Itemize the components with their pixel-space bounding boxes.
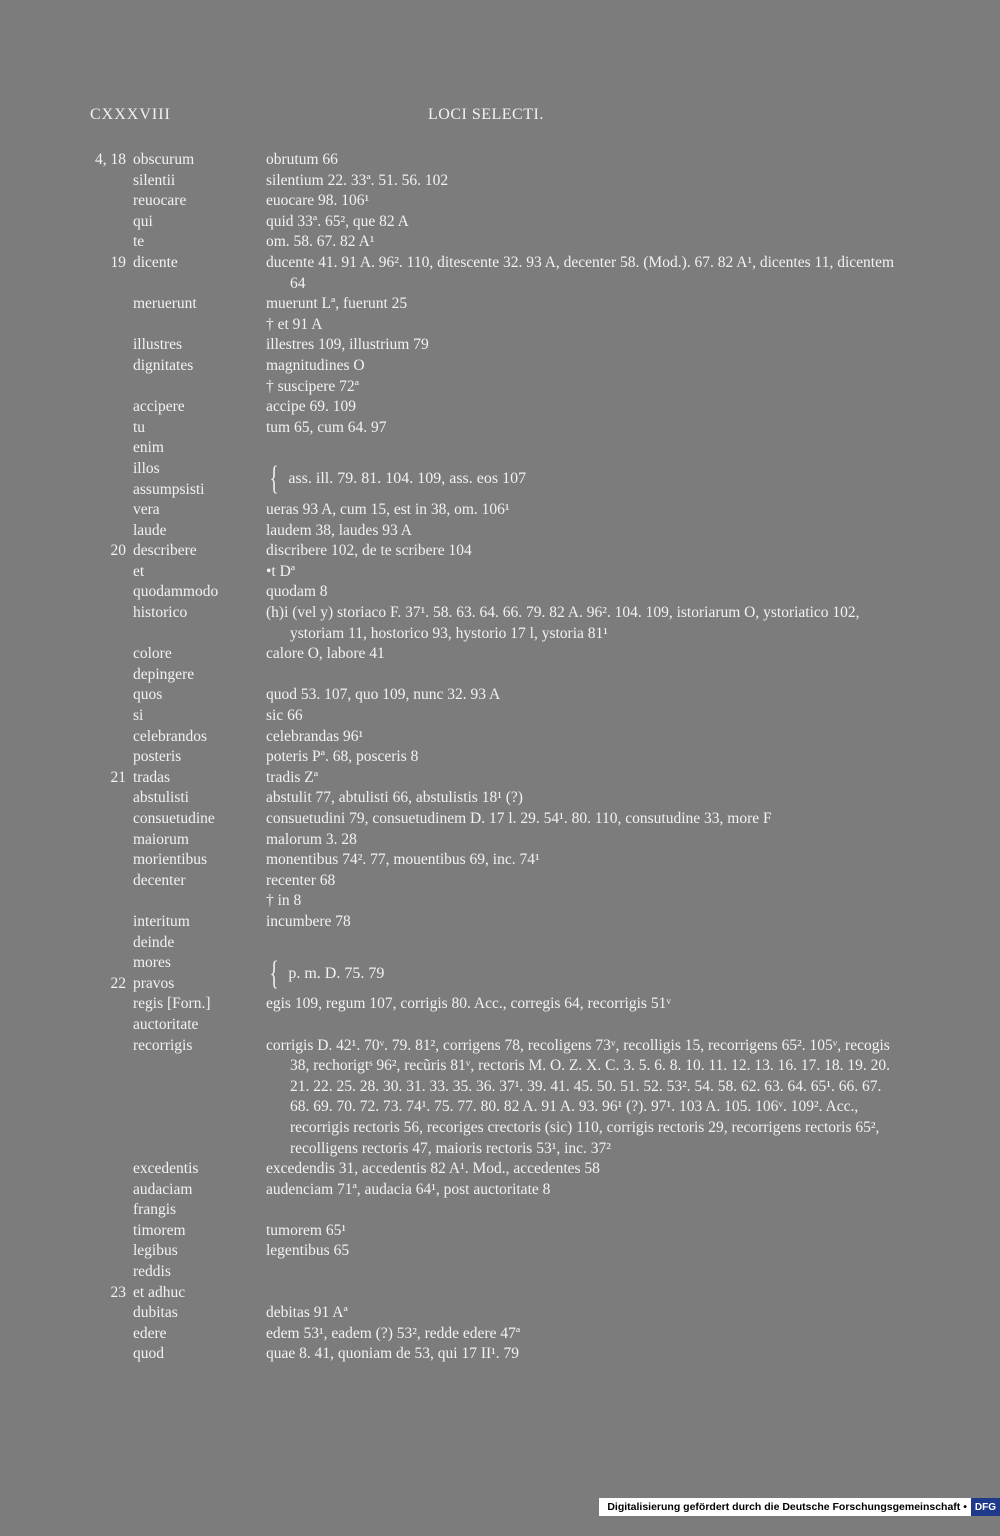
variant-readings: incumbere 78 bbox=[266, 912, 351, 930]
apparatus-entry bbox=[90, 335, 900, 356]
lemma: depingere bbox=[133, 665, 195, 683]
apparatus-entry bbox=[90, 315, 900, 336]
lemma: dignitates bbox=[133, 356, 194, 374]
lemma: audaciam bbox=[133, 1180, 193, 1198]
line-reference: 4, 18 bbox=[95, 151, 126, 168]
lemma: et adhuc bbox=[133, 1283, 186, 1301]
variant-readings: † et 91 A bbox=[266, 315, 323, 333]
lemma: colore bbox=[133, 645, 172, 663]
lemma: legibus bbox=[133, 1242, 178, 1260]
apparatus-entry bbox=[90, 1221, 900, 1242]
apparatus-entry bbox=[90, 603, 900, 644]
variant-readings: † in 8 bbox=[266, 892, 302, 910]
apparatus-entry bbox=[90, 1036, 900, 1160]
lemma: quod bbox=[133, 1345, 164, 1363]
variant-readings: † suscipere 72ª bbox=[266, 377, 359, 395]
apparatus-entry bbox=[90, 1262, 900, 1283]
apparatus-entry bbox=[90, 232, 900, 253]
variant-readings: quod 53. 107, quo 109, nunc 32. 93 A bbox=[266, 686, 501, 704]
lemma: illos bbox=[133, 459, 160, 477]
variant-readings: laudem 38, laudes 93 A bbox=[266, 521, 412, 539]
lemma: te bbox=[133, 233, 145, 251]
apparatus-entry bbox=[90, 191, 900, 212]
apparatus-entry bbox=[90, 150, 900, 171]
variant-readings: egis 109, regum 107, corrigis 80. Acc., corregis 64, recorrigis 51ᵛ bbox=[266, 995, 671, 1013]
variant-readings: accipe 69. 109 bbox=[266, 398, 356, 416]
apparatus-entries bbox=[90, 150, 900, 1365]
variant-readings: silentium 22. 33ª. 51. 56. 102 bbox=[266, 171, 449, 189]
variant-readings: om. 58. 67. 82 A¹ bbox=[266, 233, 375, 251]
variant-readings: edem 53¹, eadem (?) 53², redde edere 47ª bbox=[266, 1324, 521, 1342]
variant-readings: discribere 102, de te scribere 104 bbox=[266, 542, 472, 560]
apparatus-entry bbox=[90, 768, 900, 789]
lemma: maiorum bbox=[133, 830, 189, 848]
variant-readings: magnitudines O bbox=[266, 356, 365, 374]
apparatus-entry bbox=[90, 727, 900, 748]
lemma: dicente bbox=[133, 253, 178, 271]
variant-readings: tumorem 65¹ bbox=[266, 1221, 346, 1239]
lemma: timorem bbox=[133, 1221, 186, 1239]
variant-readings: celebrandas 96¹ bbox=[266, 727, 364, 745]
apparatus-entry bbox=[90, 1159, 900, 1180]
variant-readings: quae 8. 41, quoniam de 53, qui 17 II¹. 79 bbox=[266, 1345, 520, 1363]
brace-variants: ass. ill. 79. 81. 104. 109, ass. eos 107 bbox=[288, 470, 527, 488]
apparatus-entry bbox=[90, 685, 900, 706]
lemma: mores bbox=[133, 954, 171, 972]
lemma: excedentis bbox=[133, 1160, 199, 1178]
line-reference: 19 bbox=[110, 253, 126, 271]
lemma: quos bbox=[133, 686, 163, 704]
apparatus-entry bbox=[90, 871, 900, 892]
brace-glyph: { bbox=[269, 954, 279, 992]
lemma: assumpsisti bbox=[133, 480, 205, 498]
variant-readings: muerunt Lª, fuerunt 25 bbox=[266, 295, 408, 313]
lemma: enim bbox=[133, 439, 164, 457]
variant-readings: sic 66 bbox=[266, 707, 303, 725]
apparatus-entry bbox=[90, 418, 900, 439]
variant-readings: legentibus 65 bbox=[266, 1242, 350, 1260]
line-reference: 21 bbox=[110, 768, 126, 786]
apparatus-entry bbox=[90, 953, 900, 974]
variant-readings: monentibus 74². 77, mouentibus 69, inc. 74¹ bbox=[266, 851, 540, 869]
apparatus-entry bbox=[90, 1303, 900, 1324]
apparatus-entry bbox=[90, 788, 900, 809]
apparatus-entry bbox=[90, 356, 900, 377]
page-number: CXXXVIII bbox=[90, 106, 171, 123]
variant-readings: recenter 68 bbox=[266, 871, 336, 889]
lemma: recorrigis bbox=[133, 1036, 193, 1054]
lemma: edere bbox=[133, 1324, 167, 1342]
apparatus-entry bbox=[90, 582, 900, 603]
apparatus-entry bbox=[90, 912, 900, 933]
variant-readings: debitas 91 Aª bbox=[266, 1304, 348, 1322]
variant-readings: ueras 93 A, cum 15, est in 38, om. 106¹ bbox=[266, 501, 510, 519]
lemma: pravos bbox=[133, 974, 175, 992]
brace-variants: p. m. D. 75. 79 bbox=[288, 964, 385, 982]
footer-text: Digitalisierung gefördert durch die Deutsche Forschungsgemeinschaft • bbox=[607, 1501, 967, 1513]
lemma: vera bbox=[133, 501, 160, 519]
apparatus-entry bbox=[90, 1283, 900, 1304]
brace-annotation bbox=[266, 953, 384, 994]
page-header bbox=[90, 106, 890, 130]
line-reference: 23 bbox=[110, 1283, 126, 1301]
lemma: obscurum bbox=[133, 151, 195, 168]
lemma: celebrandos bbox=[133, 727, 208, 745]
apparatus-entry bbox=[90, 171, 900, 192]
line-reference: 22 bbox=[110, 974, 126, 992]
lemma: quodammodo bbox=[133, 583, 219, 601]
apparatus-entry bbox=[90, 747, 900, 768]
line-reference: 20 bbox=[110, 542, 126, 560]
brace-group bbox=[90, 459, 900, 500]
variant-readings: illestres 109, illustrium 79 bbox=[266, 336, 429, 354]
apparatus-entry bbox=[90, 521, 900, 542]
apparatus-entry bbox=[90, 665, 900, 686]
lemma: reuocare bbox=[133, 192, 187, 210]
lemma: decenter bbox=[133, 871, 186, 889]
apparatus-entry bbox=[90, 933, 900, 954]
apparatus-entry bbox=[90, 830, 900, 851]
variant-readings: calore O, labore 41 bbox=[266, 645, 385, 663]
apparatus-entry bbox=[90, 1344, 900, 1365]
apparatus-entry bbox=[90, 438, 900, 459]
apparatus-entry bbox=[90, 397, 900, 418]
lemma: abstulisti bbox=[133, 789, 189, 807]
variant-readings: tum 65, cum 64. 97 bbox=[266, 418, 387, 436]
lemma: frangis bbox=[133, 1201, 177, 1219]
variant-readings: abstulit 77, abtulisti 66, abstulistis 18¹ (?) bbox=[266, 789, 523, 807]
lemma: interitum bbox=[133, 912, 190, 930]
variant-readings: audenciam 71ª, audacia 64¹, post auctoritate 8 bbox=[266, 1180, 551, 1198]
lemma: describere bbox=[133, 542, 197, 560]
apparatus-entry bbox=[90, 1200, 900, 1221]
lemma: si bbox=[133, 707, 144, 725]
variant-readings: quid 33ª. 65², que 82 A bbox=[266, 212, 409, 230]
lemma: morientibus bbox=[133, 851, 208, 869]
variant-readings: poteris Pª. 68, posceris 8 bbox=[266, 748, 419, 766]
lemma: et bbox=[133, 562, 145, 580]
running-head: LOCI SELECTI. bbox=[428, 106, 544, 123]
apparatus-entry bbox=[90, 1180, 900, 1201]
lemma: qui bbox=[133, 212, 153, 230]
variant-readings: euocare 98. 106¹ bbox=[266, 192, 370, 210]
apparatus-entry bbox=[90, 850, 900, 871]
lemma: tradas bbox=[133, 768, 171, 786]
lemma: meruerunt bbox=[133, 295, 197, 313]
apparatus-entry bbox=[90, 377, 900, 398]
apparatus-entry bbox=[90, 994, 900, 1015]
lemma: illustres bbox=[133, 336, 183, 354]
apparatus-entry bbox=[90, 212, 900, 233]
lemma: dubitas bbox=[133, 1304, 178, 1322]
brace-group bbox=[90, 953, 900, 994]
lemma: posteris bbox=[133, 748, 182, 766]
lemma: accipere bbox=[133, 398, 185, 416]
lemma: laude bbox=[133, 521, 167, 539]
apparatus-entry bbox=[90, 1324, 900, 1345]
apparatus-entry bbox=[90, 706, 900, 727]
lemma: auctoritate bbox=[133, 1015, 199, 1033]
dfg-logo: DFG bbox=[971, 1498, 1000, 1516]
lemma: consuetudine bbox=[133, 810, 215, 827]
brace-glyph: { bbox=[269, 460, 279, 498]
lemma: tu bbox=[133, 418, 146, 436]
lemma: regis [Forn.] bbox=[133, 995, 211, 1013]
variant-readings: •t Dª bbox=[266, 562, 296, 580]
apparatus-entry bbox=[90, 500, 900, 521]
variant-readings: consuetudini 79, consuetudinem D. 17 l. 29. 54¹. 80. 110, consutudine 33, more F bbox=[266, 810, 772, 827]
apparatus-entry bbox=[90, 644, 900, 665]
apparatus-entry bbox=[90, 1015, 900, 1036]
variant-readings: corrigis D. 42¹. 70ᵛ. 79. 81², corrigens 78, recoligens 73ᵛ, recolligis 15, recorrigens 65². 105ᵛ, recogis 38, rechorigtˢ 96², recũris 81ᵛ, rectoris M. O. Z. X. C. 3. 5. 6. 8. 10. 11. 12. 13. 16. 17. 18. 19. 20. 21. 22. 25. 28. 30. 31. 33. 35. 36. 37¹. 39. 41. 45. 50. 51. 52. 53². 54. 58. 62. 63. 64. 65¹. 66. 67. 68. 69. 70. 72. 73. 74¹. 75. 77. 80. 82 A. 91 A. 93. 96¹ (?). 97¹. 103 A. 105. 106ᵛ. 109². Acc., recorrigis rectoris 56, recoriges crectoris (sic) 110, corrigis rectoris 29, recorrigens rectoris 65², recolligens rectoris 47, maioris rectoris 53¹, inc. 37² bbox=[266, 1036, 890, 1157]
apparatus-entry bbox=[90, 541, 900, 562]
apparatus-entry bbox=[90, 562, 900, 583]
apparatus-entry bbox=[90, 891, 900, 912]
variant-readings: malorum 3. 28 bbox=[266, 830, 357, 848]
apparatus-entry bbox=[90, 1241, 900, 1262]
variant-readings: obrutum 66 bbox=[266, 151, 338, 168]
lemma: historico bbox=[133, 604, 188, 622]
apparatus-entry bbox=[90, 974, 900, 995]
variant-readings: ducente 41. 91 A. 96². 110, ditescente 32. 93 A, decenter 58. (Mod.). 67. 82 A¹, dicentes 11, dicentem 64 bbox=[266, 253, 895, 292]
variant-readings: tradis Zª bbox=[266, 768, 319, 786]
variant-readings: excedendis 31, accedentis 82 A¹. Mod., accedentes 58 bbox=[266, 1160, 600, 1178]
lemma: reddis bbox=[133, 1263, 171, 1281]
variant-readings: quodam 8 bbox=[266, 583, 328, 601]
lemma: silentii bbox=[133, 171, 176, 189]
dfg-footer bbox=[599, 1498, 1000, 1516]
brace-annotation bbox=[266, 459, 526, 500]
apparatus-entry bbox=[90, 253, 900, 294]
apparatus-entry bbox=[90, 294, 900, 315]
lemma: deinde bbox=[133, 933, 175, 951]
variant-readings: (h)i (vel y) storiaco F. 37¹. 58. 63. 64. 66. 79. 82 A. 96². 104. 109, istoriarum O, ystoriatico 102, ystoriam 11, hostorico 93, hystorio 17 l, ystoria 81¹ bbox=[266, 604, 860, 642]
apparatus-entry bbox=[90, 809, 900, 830]
